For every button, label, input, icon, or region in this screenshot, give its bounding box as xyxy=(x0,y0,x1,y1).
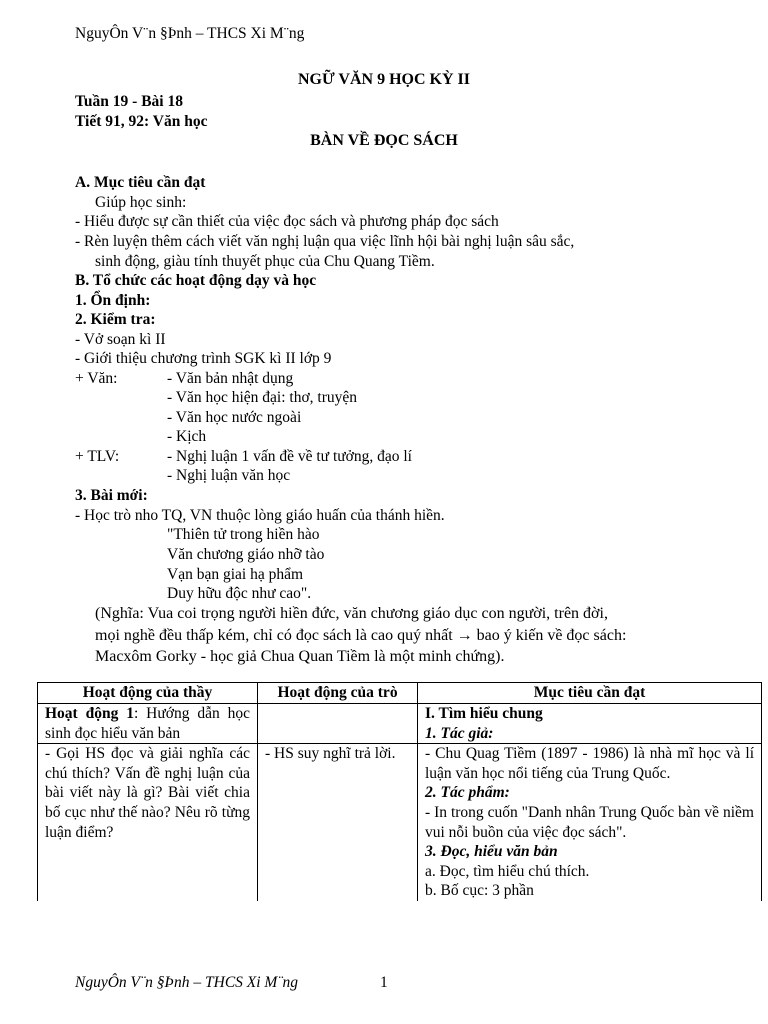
read-item: a. Đọc, tìm hiểu chú thích. xyxy=(425,862,590,880)
author-heading: 1. Tác giả: xyxy=(425,724,494,742)
intro-line: - Học trò nho TQ, VN thuộc lòng giáo huấn của thánh hiền. xyxy=(75,507,445,524)
header-student: Hoạt động của trò xyxy=(258,683,418,704)
section-a-intro: Giúp học sinh: xyxy=(95,194,187,211)
poem-line: Vạn bạn giai hạ phẩm xyxy=(167,566,304,583)
read-item: b. Bố cục: 3 phần xyxy=(425,882,534,900)
tlv-label: + TLV: xyxy=(75,448,120,465)
goal-cell xyxy=(418,704,762,744)
meaning-line: (Nghĩa: Vua coi trọng người hiền đức, văn chương giáo dục con người, trên đời, xyxy=(95,605,608,622)
poem-line: "Thiên tử trong hiền hào xyxy=(167,526,320,543)
student-cell xyxy=(258,704,418,744)
teacher-cell xyxy=(38,704,258,744)
poem-line: Duy hữu độc như cao". xyxy=(167,585,312,602)
table-row xyxy=(38,704,762,744)
week-label: Tuần 19 - Bài 18 xyxy=(75,93,183,110)
meaning-line: mọi nghề đều thấp kém, chỉ có đọc sách là cao quý nhất → bao ý kiến về đọc sách: xyxy=(95,627,627,644)
lesson-title: BÀN VỀ ĐỌC SÁCH xyxy=(310,132,458,149)
goal-heading: I. Tìm hiểu chung xyxy=(425,705,543,722)
van-item: - Văn học hiện đại: thơ, truyện xyxy=(167,389,357,406)
work-heading: 2. Tác phẩm: xyxy=(425,784,510,802)
read-heading: 3. Đọc, hiểu văn bản xyxy=(425,843,558,861)
main-title: NGỮ VĂN 9 HỌC KỲ II xyxy=(297,71,470,88)
period-label: Tiết 91, 92: Văn học xyxy=(75,113,208,130)
van-item: - Kịch xyxy=(167,428,207,445)
table-header-row xyxy=(38,683,762,704)
header-goal: Mục tiêu cần đạt xyxy=(418,683,762,704)
poem-line: Văn chương giáo nhỡ tào xyxy=(167,546,325,563)
activity-label: Hoạt động 1 xyxy=(45,705,134,722)
van-label: + Văn: xyxy=(75,370,118,387)
lesson-table xyxy=(37,682,762,901)
student-cell: - HS suy nghĩ trả lời. xyxy=(258,744,418,901)
teacher-cell: - Gọi HS đọc và giải nghĩa các chú thích? Vấn đề nghị luận của bài viết này là gì? Bài viết chia bố cục như thế nào? Nêu rõ từng luận điểm? xyxy=(38,744,258,901)
tlv-item: - Nghị luận văn học xyxy=(167,467,291,484)
van-item: - Văn bản nhật dụng xyxy=(167,370,294,387)
section-a-heading: A. Mục tiêu cần đạt xyxy=(75,174,206,191)
page-number: 1 xyxy=(380,974,388,991)
objective-item: - Rèn luyện thêm cách viết văn nghị luận qua việc lĩnh hội bài nghị luận sâu sắc, xyxy=(75,233,575,250)
step-1-heading: 1. Ổn định: xyxy=(75,292,151,309)
author-text: - Chu Quag Tiềm (1897 - 1986) là nhà mĩ học và lí luận văn học nổi tiếng của Trung Quốc. xyxy=(425,745,754,782)
meaning-line: Macxôm Gorky - học giả Chua Quan Tiềm là một minh chứng). xyxy=(95,648,505,665)
check-item: - Giới thiệu chương trình SGK kì II lớp 9 xyxy=(75,350,332,367)
page-footer: NguyÔn V¨n §Þnh – THCS Xi M¨ng xyxy=(75,974,299,991)
tlv-item: - Nghị luận 1 vấn đề về tư tưởng, đạo lí xyxy=(167,448,412,465)
check-item: - Vở soạn kì II xyxy=(75,331,166,348)
goal-cell xyxy=(418,744,762,901)
activity-text: : Hướng dẫn học sinh đọc hiểu văn bản xyxy=(45,705,250,742)
van-item: - Văn học nước ngoài xyxy=(167,409,302,426)
section-b-heading: B. Tổ chức các hoạt động dạy và học xyxy=(75,272,317,289)
objective-item: - Hiểu được sự cần thiết của việc đọc sách và phương pháp đọc sách xyxy=(75,213,499,230)
work-text: - In trong cuốn "Danh nhân Trung Quốc bàn về niềm vui nỗi buồn của việc đọc sách". xyxy=(425,803,754,841)
objective-item-cont: sinh động, giàu tính thuyết phục của Chu Quang Tiềm. xyxy=(95,253,435,270)
table-row xyxy=(38,744,762,901)
step-2-heading: 2. Kiểm tra: xyxy=(75,311,156,328)
page-header: NguyÔn V¨n §Þnh – THCS Xi M¨ng xyxy=(75,25,305,42)
header-teacher: Hoạt động của thầy xyxy=(38,683,258,704)
step-3-heading: 3. Bài mới: xyxy=(75,487,148,504)
